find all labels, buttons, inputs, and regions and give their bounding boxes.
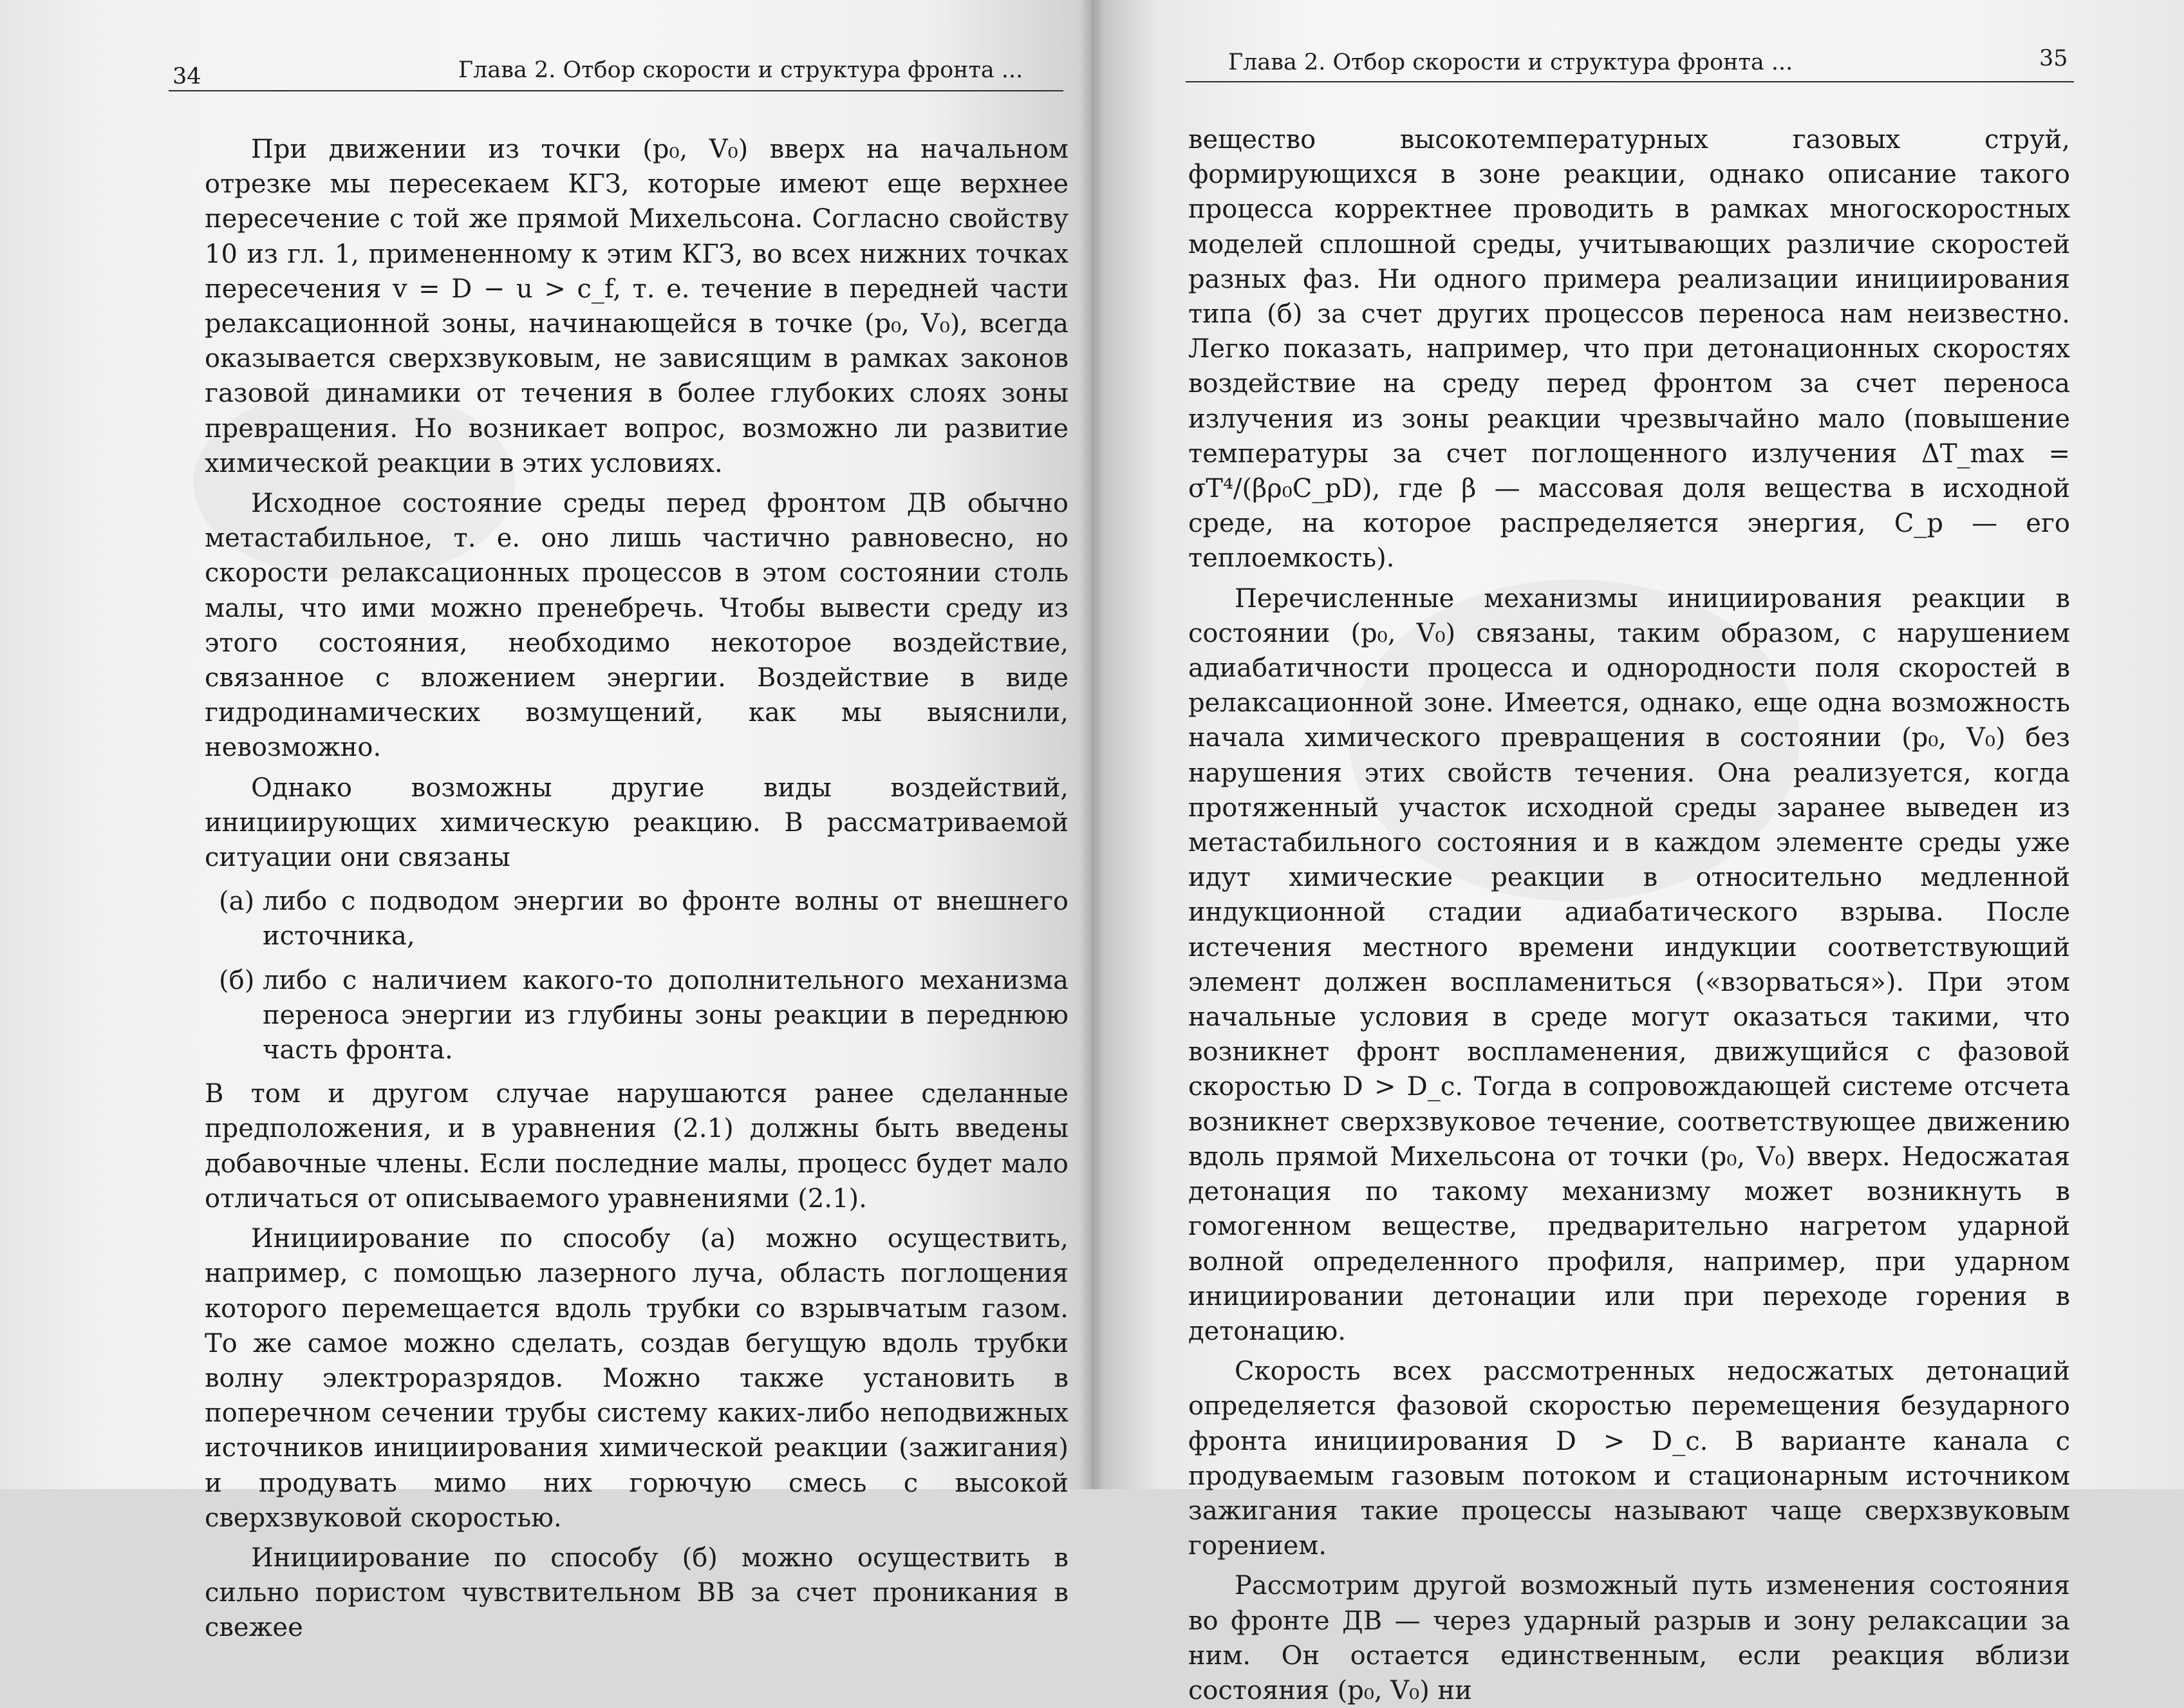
paragraph: Рассмотрим другой возможный путь изменения состояния во фронте ДВ — через ударный разрыв и зону релаксации за ним. Он остается единственным, если реакция вблизи состояния (p₀, V₀) ни [1188, 1571, 2070, 1705]
page-number: 34 [173, 64, 201, 89]
running-head: Глава 2. Отбор скорости и структура фронта ... [1228, 50, 1793, 75]
left-page [0, 0, 1092, 1643]
header-rule [169, 90, 1063, 91]
left-body [205, 132, 1069, 1646]
right-page [1092, 0, 2184, 1705]
paragraph: Перечисленные механизмы инициирования реакции в состоянии (p₀, V₀) связаны, таким образом, с нарушением адиабатичности процесса и однородности поля скоростей в релаксационной зоне. Имеется, однако, еще одна возможность начала химического превращения в состоянии (p₀, V₀) без нарушения этих свойств течения. Она реализуется, когда протяженный участок исходной среды заранее выведен из метастабильного состояния и в каждом элементе среды уже идут химические реакции в относительно медленной индукционной стадии адиабатического взрыва. После истечения местного времени индукции соответствующий элемент должен воспламениться («взорваться»). При этом начальные условия в среде могут оказаться такими, что возникнет фронт воспламенения, движущийся с фазовой скоростью D > D_c. Тогда в сопровождающей системе отсчета возникнет сверхзвуковое течение, соответствующее движению вдоль прямой Михельсона от точки (p₀, V₀) вверх. Недосжатая детонация по такому механизму может возникнуть в гомогенном веществе, предварительно нагретом ударной волной определенного профиля, например, при ударном инициировании детонации или при переходе горения в детонацию. [1188, 583, 2070, 1346]
header-rule [1186, 81, 2074, 82]
paragraph: В том и другом случае нарушаются ранее сделанные предположения, и в уравнения (2.1) должны быть введены добавочные члены. Если последние малы, процесс будет мало отличаться от описываемого уравнениями (2.1). [205, 1079, 1069, 1214]
list-item [205, 884, 1069, 953]
paragraph: Скорость всех рассмотренных недосжатых детонаций определяется фазовой скоростью перемещения безударного фронта инициирования D > D_c. В варианте канала с продуваемым газовым потоком и стационарным источником зажигания такие процессы называют чаще сверхзвуковым горением. [1188, 1356, 2070, 1561]
list-marker: (а) [219, 887, 255, 917]
paragraph: Инициирование по способу (а) можно осуществить, например, с помощью лазерного луча, область поглощения которого перемещается вдоль трубки со взрывчатым газом. То же самое можно сделать, создав бегущую вдоль трубки волну электроразрядов. Можно также установить в поперечном сечении трубы систему каких-либо неподвижных источников инициирования химической реакции (зажигания) и продувать мимо них горючую смесь с высокой сверхзвуковой скоростью. [205, 1224, 1069, 1533]
page-number: 35 [2039, 46, 2068, 71]
right-body [1188, 122, 2070, 1708]
list-item-text: либо с подводом энергии во фронте волны от внешнего источника, [263, 887, 1069, 952]
paragraph: вещество высокотемпературных газовых струй, формирующихся в зоне реакции, однако описание такого процесса корректнее проводить в рамках многоскоростных моделей сплошной среды, учитывающих различие скоростей разных фаз. Ни одного примера реализации инициирования типа (б) за счет других процессов переноса нам неизвестно. Легко показать, например, что при детонационных скоростях воздействие на среду перед фронтом за счет переноса излучения из зоны реакции чрезвычайно мало (повышение температуры за счет поглощенного излучения ΔT_max = σT⁴/(βρ₀C_pD), где β — массовая доля вещества в исходной среде, на которое распределяется энергия, C_p — его теплоемкость). [1188, 125, 2070, 574]
list-marker: (б) [219, 965, 255, 995]
paragraph: Исходное состояние среды перед фронтом ДВ обычно метастабильное, т. е. оно лишь частично равновесно, но скорости релаксационных процессов в этом состоянии столь малы, что ими можно пренебречь. Чтобы вывести среду из этого состояния, необходимо некоторое воздействие, связанное с вложением энергии. Воздействие в виде гидродинамических возмущений, как мы выяснили, невозможно. [205, 489, 1069, 763]
list-item [205, 963, 1069, 1068]
paragraph: При движении из точки (p₀, V₀) вверх на начальном отрезке мы пересекаем КГЗ, которые имеют еще верхнее пересечение с той же прямой Михельсона. Согласно свойству 10 из гл. 1, примененному к этим КГЗ, во всех нижних точках пересечения v = D − u > c_f, т. е. течение в передней части релаксационной зоны, начинающейся в точке (p₀, V₀), всегда оказывается сверхзвуковым, не зависящим в рамках законов газовой динамики от течения в более глубоких слоях зоны превращения. Но возникает вопрос, возможно ли развитие химической реакции в этих условиях. [205, 135, 1069, 478]
paragraph: Инициирование по способу (б) можно осуществить в сильно пористом чувствительном ВВ за счет проникания в свежее [205, 1543, 1069, 1643]
running-head: Глава 2. Отбор скорости и структура фронта ... [458, 57, 1023, 83]
paragraph: Однако возможны другие виды воздействий, инициирующих химическую реакцию. В рассматриваемой ситуации они связаны [205, 773, 1069, 873]
list-item-text: либо с наличием какого-то дополнительного механизма переноса энергии из глубины зоны реакции в переднюю часть фронта. [263, 965, 1069, 1065]
